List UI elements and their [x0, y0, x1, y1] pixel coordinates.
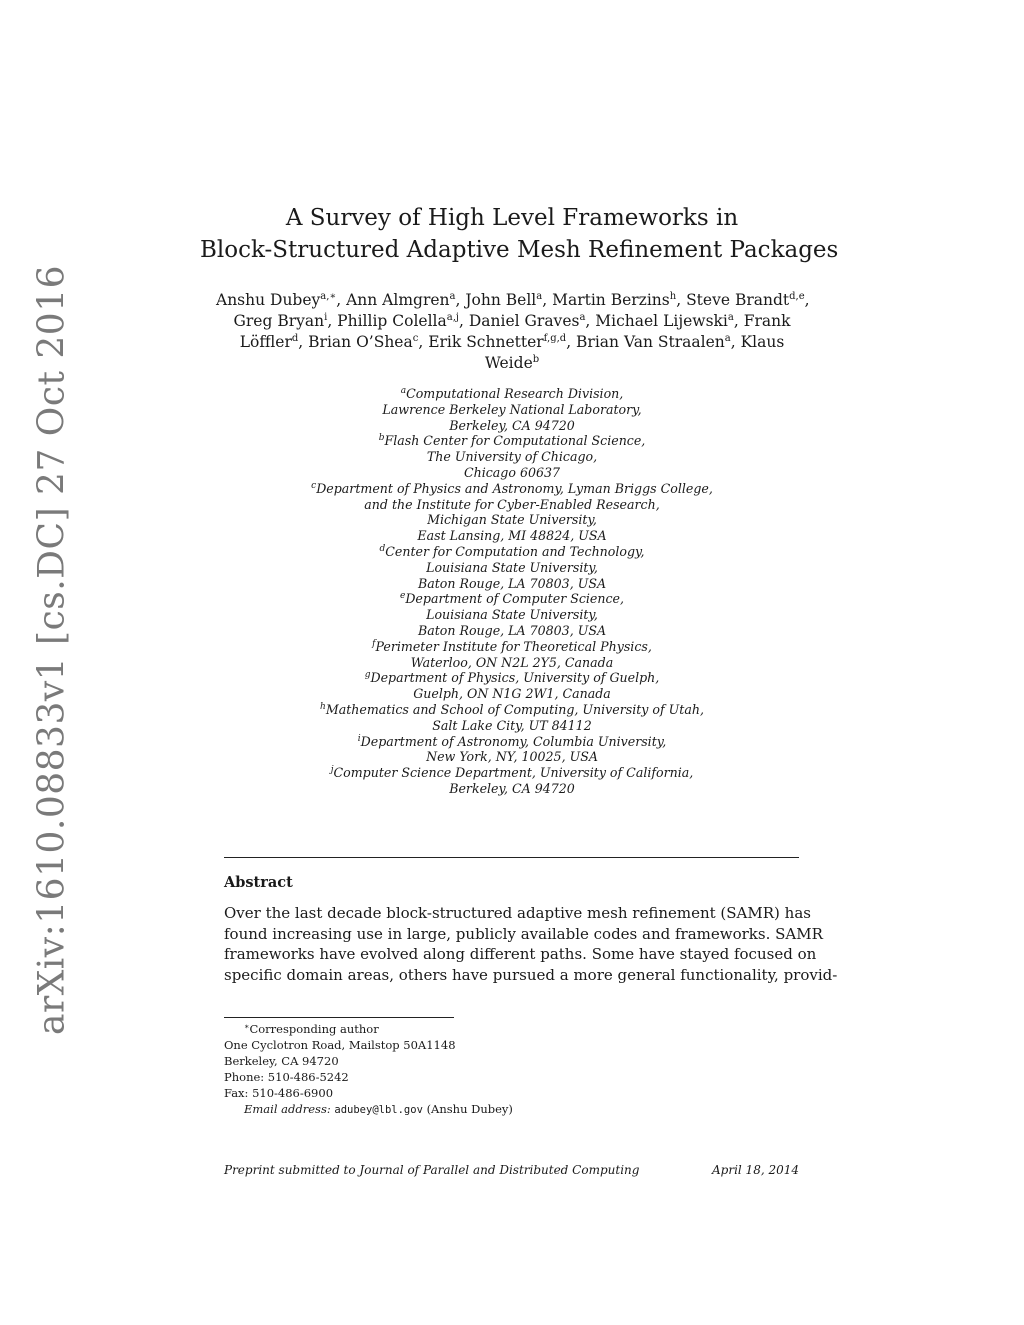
affiliation-line — [200, 402, 824, 418]
author-line-4 — [216, 353, 808, 374]
author-name: Anshu Dubey — [216, 291, 321, 309]
author-line-2 — [216, 311, 808, 332]
author-entry — [485, 354, 539, 372]
affiliation-line — [200, 655, 824, 671]
author-affiliation-mark: d — [291, 333, 299, 344]
affiliation-text: Salt Lake City, UT 84112 — [432, 717, 592, 733]
affiliation-line — [200, 449, 824, 465]
author-name: Greg Bryan — [233, 312, 325, 330]
corresponding-label: Corresponding author — [249, 1022, 379, 1036]
affiliation-text: Chicago 60637 — [463, 464, 561, 480]
affiliation-line — [200, 702, 824, 718]
affiliation-line — [200, 560, 824, 576]
affiliation-text: Department of Computer Science, — [405, 591, 624, 607]
author-affiliation-mark: c — [412, 333, 419, 344]
author-entry — [741, 333, 785, 351]
author-name: Brian Van Straalen — [576, 333, 725, 351]
affiliation-text: The University of Chicago, — [426, 449, 598, 465]
author-entry: Steve Brandt$^{d,e}$, — [686, 291, 810, 309]
author-entry — [744, 312, 791, 330]
author-entry: Löffler$^d$, — [239, 333, 309, 351]
affiliation-line — [200, 749, 824, 765]
email-owner: (Anshu Dubey) — [426, 1102, 513, 1116]
affiliation-line — [200, 670, 824, 686]
author-name: Klaus — [740, 333, 785, 351]
affiliation-line — [200, 781, 824, 797]
author-entry: Phillip Colella$^{a,j}$, — [337, 312, 469, 330]
affiliation-line — [200, 528, 824, 544]
footnote-email-row — [224, 1101, 513, 1118]
email-label: Email address: — [244, 1102, 331, 1116]
author-affiliation-mark: a — [724, 333, 731, 344]
author-name: Phillip Colella — [337, 312, 447, 330]
abstract-line: specific domain areas, others have pursued a more general functionality, provid- — [224, 965, 838, 984]
affiliation-text: Flash Center for Computational Science, — [384, 433, 646, 449]
affiliation-mark: e — [400, 591, 406, 602]
footnote-address-1: One Cyclotron Road, Mailstop 50A1148 — [224, 1038, 456, 1052]
author-affiliation-mark: a — [536, 291, 543, 302]
affiliation-text: Berkeley, CA 94720 — [449, 780, 575, 796]
footer-date: April 18, 2014 — [711, 1163, 799, 1177]
affiliation-text: Department of Astronomy, Columbia University, — [360, 733, 667, 749]
author-affiliation-mark: a,∗ — [320, 291, 337, 302]
affiliation-line — [200, 607, 824, 623]
affiliation-line — [200, 765, 824, 781]
affiliation-text: Department of Physics and Astronomy, Lyman Briggs College, — [316, 480, 713, 496]
abstract-line: found increasing use in large, publicly available codes and frameworks. SAMR — [224, 924, 823, 943]
affiliation-line — [200, 734, 824, 750]
affiliation-mark: b — [378, 433, 385, 444]
footnote-fax: Fax: 510-486-6900 — [224, 1086, 334, 1100]
affiliation-text: New York, NY, 10025, USA — [426, 749, 598, 765]
author-name: Martin Berzins — [552, 291, 670, 309]
footnote-divider — [224, 1017, 454, 1018]
affiliation-mark: g — [364, 670, 371, 681]
author-name: Steve Brandt — [686, 291, 790, 309]
author-name: Weide — [484, 354, 533, 372]
footer-journal: Preprint submitted to Journal of Parallel and Distributed Computing — [224, 1163, 640, 1177]
affiliation-line — [200, 591, 824, 607]
affiliation-line — [200, 481, 824, 497]
author-affiliation-mark: h — [669, 291, 677, 302]
affiliation-mark: d — [379, 543, 386, 554]
page-footer — [224, 1163, 799, 1177]
author-entry: Michael Lijewski$^a$, — [595, 312, 744, 330]
affiliation-text: Department of Physics, University of Guelph, — [370, 670, 660, 686]
footnote-mark: ∗ — [244, 1022, 250, 1031]
author-name: John Bell — [465, 291, 537, 309]
affiliation-text: and the Institute for Cyber-Enabled Research, — [364, 496, 660, 512]
author-entry: Erik Schnetter$^{f,g,d}$, — [428, 333, 577, 351]
abstract-divider — [224, 857, 799, 858]
email-link[interactable]: adubey@lbl.gov — [334, 1104, 423, 1116]
affiliation-line — [200, 386, 824, 402]
author-affiliation-mark: a,j — [446, 312, 459, 323]
affiliation-mark: j — [330, 765, 334, 776]
author-affiliation-mark: b — [532, 354, 540, 365]
footnote-corresponding — [224, 1021, 513, 1037]
author-name: Löffler — [239, 333, 292, 351]
author-affiliation-mark: f,g,d — [543, 333, 567, 344]
author-entry: Brian Van Straalen$^a$, — [576, 333, 741, 351]
author-affiliation-mark: a — [449, 291, 456, 302]
author-entry: Martin Berzins$^h$, — [552, 291, 687, 309]
affiliation-line — [200, 497, 824, 513]
affiliation-line — [200, 465, 824, 481]
affiliation-mark: i — [357, 733, 361, 744]
title-line-1: A Survey of High Level Frameworks in — [285, 205, 739, 231]
author-name: Brian O’Shea — [308, 333, 413, 351]
author-name: Michael Lijewski — [595, 312, 728, 330]
abstract-body — [224, 903, 838, 985]
affiliation-mark: c — [311, 480, 317, 491]
affiliation-mark: h — [320, 701, 326, 712]
arxiv-identifier[interactable]: arXiv:1610.08833v1 [cs.DC] 27 Oct 2016 — [31, 264, 73, 1036]
affiliation-line — [200, 544, 824, 560]
affiliation-text: Waterloo, ON N2L 2Y5, Canada — [410, 654, 614, 670]
author-list — [216, 290, 808, 374]
author-name: Ann Almgren — [346, 291, 450, 309]
affiliation-text: Computational Research Division, — [406, 386, 624, 401]
affiliation-line — [200, 639, 824, 655]
arxiv-sidebar — [0, 0, 100, 1325]
affiliation-text: Lawrence Berkeley National Laboratory, — [382, 401, 642, 417]
author-name: Daniel Graves — [468, 312, 580, 330]
affiliation-line — [200, 418, 824, 434]
author-name: Erik Schnetter — [428, 333, 544, 351]
affiliation-mark: a — [400, 386, 407, 396]
affiliation-text: Mathematics and School of Computing, University of Utah, — [325, 701, 704, 717]
author-entry: Ann Almgren$^a$, — [346, 291, 466, 309]
author-name: Frank — [743, 312, 791, 330]
author-affiliation-mark: d,e — [789, 291, 805, 302]
author-entry: Greg Bryan$^i$, — [233, 312, 338, 330]
affiliation-text: Louisiana State University, — [426, 607, 598, 623]
paper-title — [200, 202, 839, 266]
affiliation-text: Center for Computation and Technology, — [385, 543, 645, 559]
title-line-2: Block-Structured Adaptive Mesh Refinement Packages — [200, 237, 839, 263]
footnote-phone: Phone: 510-486-5242 — [224, 1070, 349, 1084]
affiliation-mark: f — [372, 638, 376, 649]
affiliation-text: East Lansing, MI 48824, USA — [417, 528, 607, 544]
abstract-line: Over the last decade block-structured adaptive mesh refinement (SAMR) has — [224, 904, 811, 922]
author-line-1 — [216, 290, 808, 311]
affiliation-line — [200, 512, 824, 528]
affiliation-text: Guelph, ON N1G 2W1, Canada — [413, 686, 611, 702]
author-entry: Anshu Dubey$^{a,∗}$, — [216, 291, 347, 309]
affiliation-line — [200, 433, 824, 449]
affiliation-text: Baton Rouge, LA 70803, USA — [417, 622, 607, 638]
author-entry: John Bell$^a$, — [465, 291, 553, 309]
author-affiliation-mark: a — [579, 312, 586, 323]
affiliation-list — [200, 386, 824, 797]
author-affiliation-mark: a — [727, 312, 734, 323]
abstract-line: frameworks have evolved along different paths. Some have stayed focused on — [224, 945, 817, 963]
affiliation-text: Berkeley, CA 94720 — [449, 417, 575, 433]
author-entry: Daniel Graves$^a$, — [468, 312, 596, 330]
footnote-address-2: Berkeley, CA 94720 — [224, 1054, 339, 1068]
author-entry: Brian O’Shea$^c$, — [308, 333, 429, 351]
affiliation-line — [200, 718, 824, 734]
affiliation-text: Computer Science Department, University of California, — [333, 765, 694, 781]
corresponding-author-footnote — [224, 1021, 513, 1118]
affiliation-text: Perimeter Institute for Theoretical Physics, — [375, 638, 652, 654]
affiliation-line — [200, 623, 824, 639]
affiliation-text: Baton Rouge, LA 70803, USA — [417, 575, 607, 591]
affiliation-text: Michigan State University, — [427, 512, 597, 528]
affiliation-line — [200, 686, 824, 702]
author-line-3 — [216, 332, 808, 353]
author-affiliation-mark: i — [324, 312, 328, 323]
affiliation-text: Louisiana State University, — [426, 559, 598, 575]
affiliation-line — [200, 576, 824, 592]
abstract-heading: Abstract — [224, 874, 293, 891]
